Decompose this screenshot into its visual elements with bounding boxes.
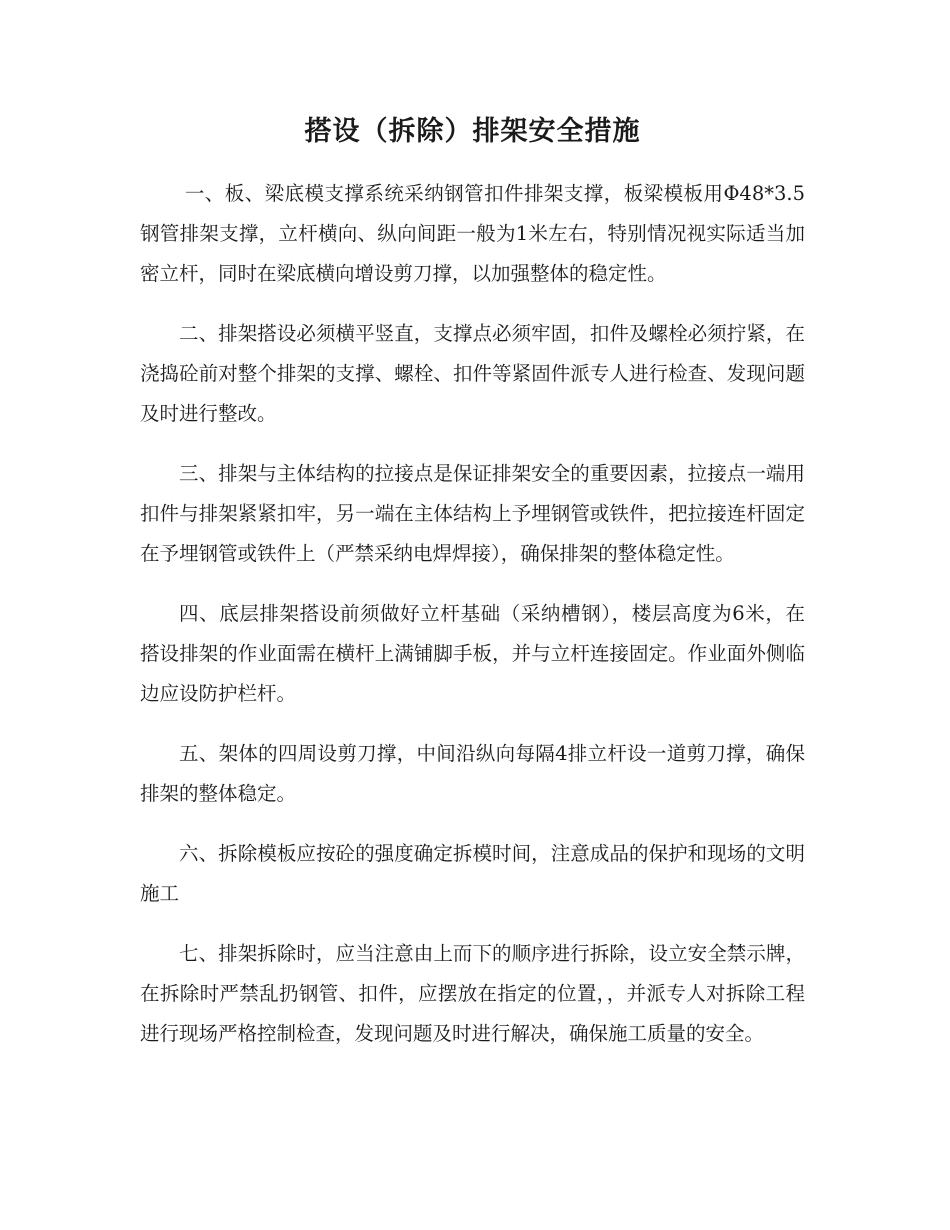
- paragraph-2: 二、排架搭设必须横平竖直，支撑点必须牢固，扣件及螺栓必须拧紧，在浇捣砼前对整个排架的支撑、螺栓、扣件等紧固件派专人进行检查、发现问题及时进行整改。: [140, 322, 805, 425]
- paragraph-5: 五、架体的四周设剪刀撑，中间沿纵向每隔4排立杆设一道剪刀撑，确保排架的整体稳定。: [140, 742, 805, 805]
- paragraph-1: 一、板、梁底模支撑系统采纳钢管扣件排架支撑，板梁模板用Φ48*3.5钢管排架支撑，立杆横向、纵向间距一般为1米左右，特别情况视实际适当加密立杆，同时在梁底横向增设剪刀撑，以加强整体的稳定性。: [140, 182, 805, 285]
- document-title: 搭设（拆除）排架安全措施: [304, 116, 641, 147]
- paragraph-4: 四、底层排架搭设前须做好立杆基础（采纳槽钢），楼层高度为6米，在搭设排架的作业面需在横杆上满铺脚手板，并与立杆连接固定。作业面外侧临边应设防护栏杆。: [140, 602, 805, 705]
- paragraph-7: 七、排架拆除时，应当注意由上而下的顺序进行拆除，设立安全禁示牌，在拆除时严禁乱扔钢管、扣件，应摆放在指定的位置，，并派专人对拆除工程进行现场严格控制检查，发现问题及时进行解决，确保施工质量的安全。: [140, 942, 805, 1045]
- paragraph-6: 六、拆除模板应按砼的强度确定拆模时间，注意成品的保护和现场的文明施工: [140, 842, 805, 905]
- paragraph-3: 三、排架与主体结构的拉接点是保证排架安全的重要因素，拉接点一端用扣件与排架紧紧扣牢，另一端在主体结构上予埋钢管或铁件，把拉接连杆固定在予埋钢管或铁件上（严禁采纳电焊焊接），确保排架的整体稳定性。: [140, 462, 805, 565]
